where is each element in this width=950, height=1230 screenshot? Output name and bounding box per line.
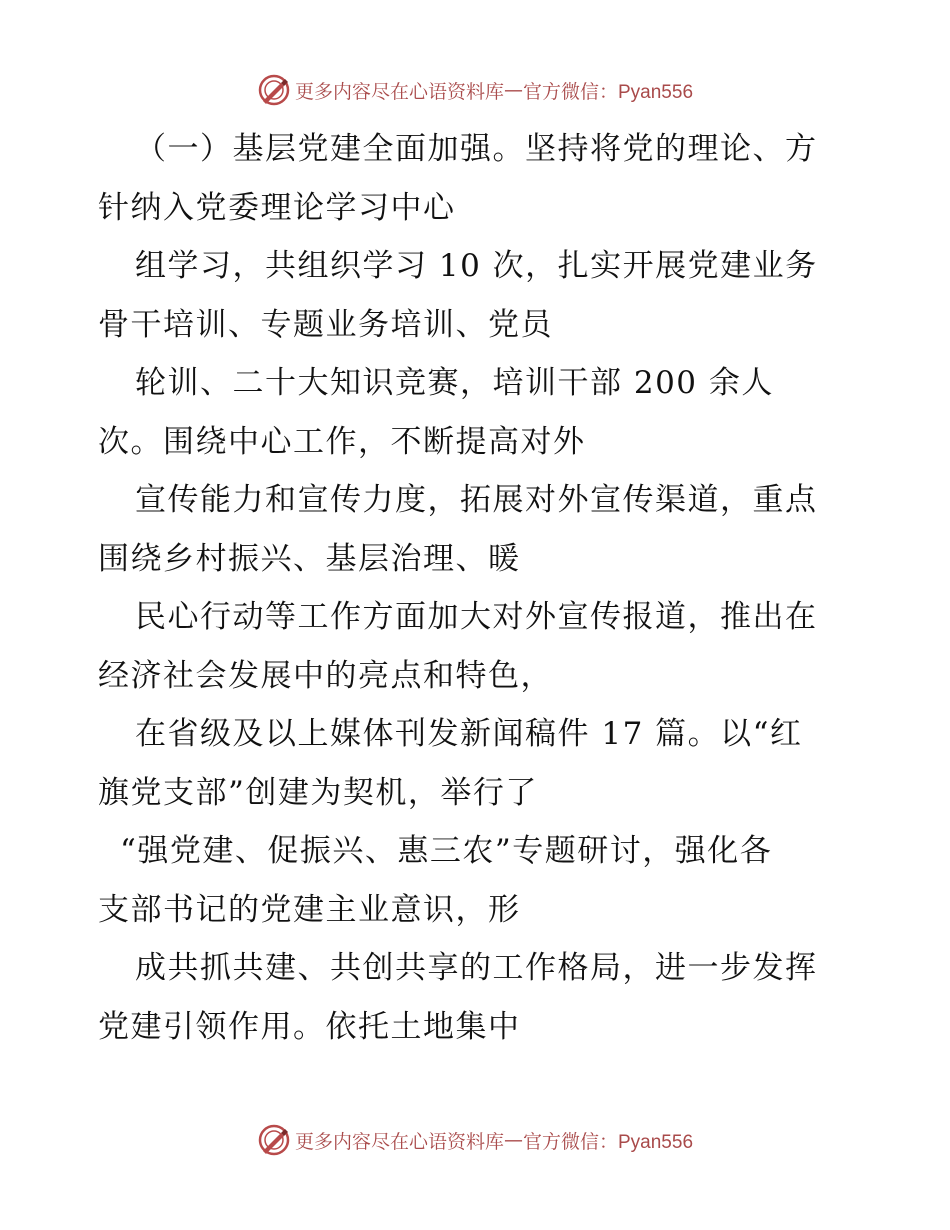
text-line: 围绕乡村振兴、基层治理、暖 bbox=[98, 540, 521, 577]
text-line: 骨干培训、专题业务培训、党员 bbox=[98, 306, 553, 343]
text-line: 经济社会发展中的亮点和特色， bbox=[98, 657, 553, 694]
text-line: 次。围绕中心工作，不断提高对外 bbox=[98, 423, 586, 460]
text-line: 成共抓共建、共创共享的工作格局，进一步发挥 bbox=[135, 950, 818, 986]
text-line: 针纳入党委理论学习中心 bbox=[98, 189, 456, 226]
text-line: （一）基层党建全面加强。坚持将党的理论、方 bbox=[135, 131, 818, 167]
text-line: 党建引领作用。依托土地集中 bbox=[98, 1008, 521, 1045]
watermark-separator: — bbox=[504, 79, 523, 101]
watermark-footer bbox=[0, 1120, 950, 1160]
watermark-contact: 官方微信：Pyan556 bbox=[523, 81, 694, 103]
document-body bbox=[98, 120, 858, 1056]
watermark-header bbox=[0, 70, 950, 110]
text-line: “强党建、促振兴、惠三农”专题研讨，强化各 bbox=[120, 833, 773, 869]
watermark-contact: 官方微信：Pyan556 bbox=[523, 1131, 694, 1153]
text-line: 民心行动等工作方面加大对外宣传报道，推出在 bbox=[135, 599, 818, 635]
text-line: 支部书记的党建主业意识，形 bbox=[98, 891, 521, 928]
text-line: 组学习，共组织学习 10 次，扎实开展党建业务 bbox=[135, 248, 818, 284]
watermark-separator: — bbox=[504, 1129, 523, 1151]
text-line: 旗党支部”创建为契机，举行了 bbox=[98, 774, 538, 811]
pen-logo-icon bbox=[257, 73, 291, 107]
text-line: 轮训、二十大知识竞赛，培训干部 200 余人 bbox=[135, 365, 774, 401]
watermark-text: 更多内容尽在心语资料库 bbox=[294, 80, 504, 103]
text-line: 宣传能力和宣传力度，拓展对外宣传渠道，重点 bbox=[135, 482, 818, 518]
text-line: 在省级及以上媒体刊发新闻稿件 17 篇。以“红 bbox=[135, 716, 803, 752]
watermark-text: 更多内容尽在心语资料库 bbox=[294, 1130, 504, 1153]
pen-logo-icon bbox=[257, 1123, 291, 1157]
